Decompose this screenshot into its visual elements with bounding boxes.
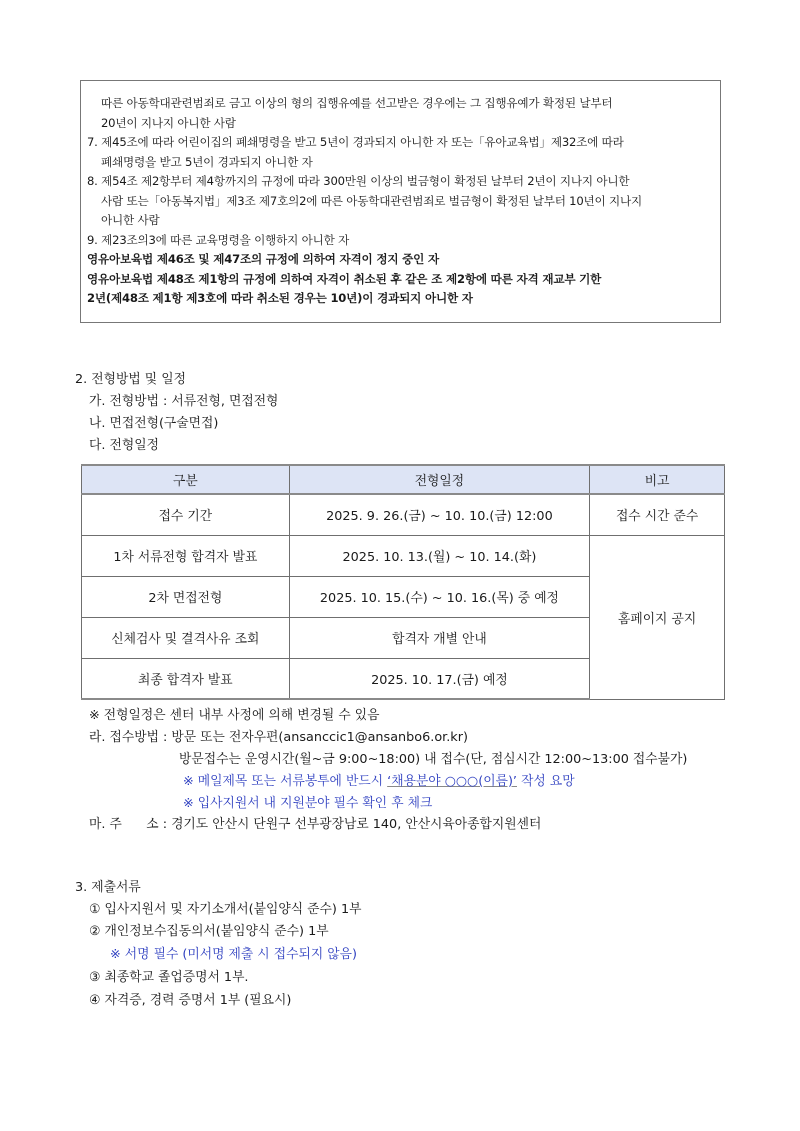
table-cell-note: 홈페이지 공지 <box>590 535 725 699</box>
document-item: ② 개인정보수집동의서(붙임양식 준수) 1부 <box>89 924 329 939</box>
schedule-note: ※ 전형일정은 센터 내부 사정에 의해 변경될 수 있음 <box>89 708 380 723</box>
table-header: 구분 <box>82 465 290 494</box>
table-row <box>82 494 725 535</box>
table-header: 전형일정 <box>289 465 590 494</box>
note-text: 작성 요망 <box>517 774 575 789</box>
table-cell-item: 신체검사 및 결격사유 조회 <box>82 617 290 658</box>
box-line: 따른 아동학대관련범죄로 금고 이상의 형의 집행유예를 선고받은 경우에는 그 집행유예가 확정된 날부터 <box>101 96 613 110</box>
disqualification-box <box>80 80 721 323</box>
section-2-ra: 라. 접수방법 : 방문 또는 전자우편(ansanccic1@ansanbo6.or.kr) <box>89 730 468 745</box>
section-2-da: 다. 전형일정 <box>89 438 159 453</box>
table-cell-note: 접수 시간 준수 <box>590 494 725 535</box>
section-2-na: 나. 면접전형(구술면접) <box>89 416 219 431</box>
box-item-9: 9. 제23조의3에 따른 교육명령을 이행하지 아니한 자 <box>87 232 350 247</box>
box-line: 폐쇄명령을 받고 5년이 경과되지 아니한 자 <box>101 154 313 169</box>
document-item: ① 입사지원서 및 자기소개서(붙임양식 준수) 1부 <box>89 902 362 917</box>
table-cell-schedule: 2025. 10. 13.(월) ~ 10. 14.(화) <box>289 535 590 576</box>
table-cell-item: 접수 기간 <box>82 494 290 535</box>
document-item: ④ 자격증, 경력 증명서 1부 (필요시) <box>89 993 292 1008</box>
document-item: ③ 최종학교 졸업증명서 1부. <box>89 970 249 985</box>
table-header-row <box>82 465 725 494</box>
table-cell-schedule: 2025. 10. 15.(수) ~ 10. 16.(목) 중 예정 <box>289 576 590 617</box>
section-2-ga: 가. 전형방법 : 서류전형, 면접전형 <box>89 394 279 409</box>
table-cell-item: 최종 합격자 발표 <box>82 658 290 699</box>
signature-note: ※ 서명 필수 (미서명 제출 시 접수되지 않음) <box>110 947 357 962</box>
section-3-heading: 3. 제출서류 <box>75 880 141 895</box>
box-bold-line: 2년(제48조 제1항 제3호에 따라 취소된 경우는 10년)이 경과되지 아니한 자 <box>87 291 473 305</box>
table-cell-schedule: 합격자 개별 안내 <box>289 617 590 658</box>
schedule-table <box>81 464 725 700</box>
box-item-7: 7. 제45조에 따라 어린이집의 폐쇄명령을 받고 5년이 경과되지 아니한 자 또는「유아교육법」제32조에 따라 <box>87 135 624 149</box>
table-header: 비고 <box>590 465 725 494</box>
section-2-ra-note-check: ※ 입사지원서 내 지원분야 필수 확인 후 체크 <box>183 796 433 811</box>
section-2-heading: 2. 전형방법 및 일정 <box>75 372 186 387</box>
note-text: ※ 메일제목 또는 서류봉투에 반드시 <box>183 774 388 789</box>
section-2-ra-note-mail <box>183 772 575 792</box>
table-cell-item: 2차 면접전형 <box>82 576 290 617</box>
table-row <box>82 535 725 576</box>
box-line: 아니한 사람 <box>101 213 160 227</box>
box-bold-line: 영유아보육법 제46조 및 제47조의 규정에 의하여 자격이 정지 중인 자 <box>87 252 439 266</box>
box-item-8: 8. 제54조 제2항부터 제4항까지의 규정에 따라 300만원 이상의 벌금형이 확정된 날부터 2년이 지나지 아니한 <box>87 174 630 188</box>
box-line: 사람 또는「아동복지법」제3조 제7호의2에 따른 아동학대관련범죄로 벌금형이 확정된 날부터 10년이 지나지 <box>101 193 643 208</box>
table-cell-schedule: 2025. 9. 26.(금) ~ 10. 10.(금) 12:00 <box>289 494 590 535</box>
section-2-ma-address: 마. 주 소 : 경기도 안산시 단원구 선부광장남로 140, 안산시육아종합지원센터 <box>89 817 542 832</box>
box-line: 20년이 지나지 아니한 사람 <box>101 115 236 130</box>
section-2-ra-visit: 방문접수는 운영시간(월~금 9:00~18:00) 내 접수(단, 점심시간 12:00~13:00 접수불가) <box>179 752 688 767</box>
table-cell-schedule: 2025. 10. 17.(금) 예정 <box>289 658 590 699</box>
note-underlined-text: ‘채용분야 ○○○(이름)’ <box>387 774 517 789</box>
table-cell-item: 1차 서류전형 합격자 발표 <box>82 535 290 576</box>
box-bold-line: 영유아보육법 제48조 제1항의 규정에 의하여 자격이 취소된 후 같은 조 제2항에 따른 자격 재교부 기한 <box>87 271 602 286</box>
